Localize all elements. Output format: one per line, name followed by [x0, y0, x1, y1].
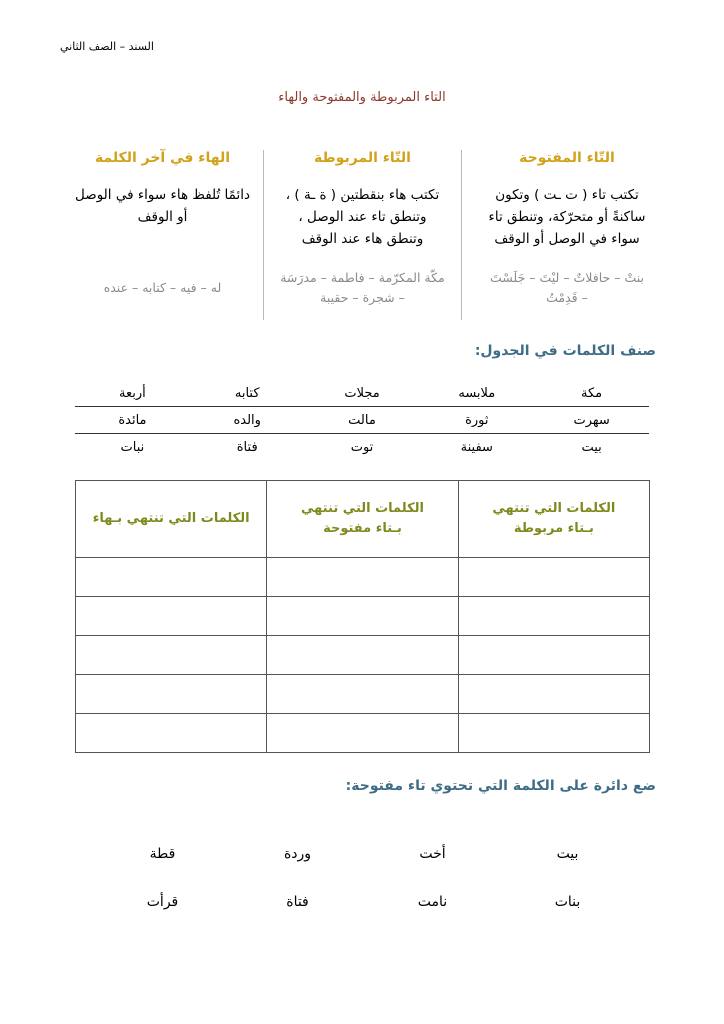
- word-cell: مائدة: [75, 407, 190, 434]
- haa-rule: [60, 184, 265, 228]
- table-row: [95, 878, 635, 926]
- classify-instruction: صنف الكلمات في الجدول:: [474, 343, 656, 359]
- open-taa-column: [462, 150, 672, 250]
- answer-cell[interactable]: [267, 675, 458, 714]
- circle-word[interactable]: أخت: [419, 846, 446, 862]
- word-cell: فتاة: [236, 439, 258, 455]
- word-cell: ملابسه: [419, 380, 534, 407]
- open-taa-heading: التّاء المفتوحة: [519, 150, 615, 166]
- word-cell: ثورة: [419, 407, 534, 434]
- example-line: – قَدِمْتُ: [546, 290, 588, 305]
- header-line: بـتاء مربوطة: [513, 521, 594, 536]
- answer-cell[interactable]: [267, 636, 458, 675]
- circle-word[interactable]: بيت: [556, 846, 579, 862]
- word-cell: بيت: [581, 439, 602, 455]
- answer-cell[interactable]: [267, 714, 458, 753]
- word-cell: مكة: [534, 380, 649, 407]
- answer-cell[interactable]: [458, 636, 649, 675]
- word-cell: كتابه: [190, 380, 305, 407]
- example-line: – شجرة – حقيبة: [320, 290, 405, 305]
- circle-word[interactable]: قرأت: [146, 894, 179, 910]
- circle-word[interactable]: وردة: [283, 846, 312, 862]
- open-taa-rule-line: سواء في الوصل أو الوقف: [494, 231, 640, 247]
- header-line: الكلمات التي تنتهي: [301, 501, 424, 516]
- answer-cell[interactable]: [76, 558, 267, 597]
- table-row: [76, 636, 650, 675]
- word-bank-table: [75, 380, 649, 460]
- table-row: [75, 434, 649, 461]
- word-cell: مالت: [305, 407, 420, 434]
- tied-taa-heading: التّاء المربوطة: [314, 150, 411, 166]
- answer-cell[interactable]: [458, 597, 649, 636]
- open-taa-rule-line: تكتب تاء ( ت ـت ) وتكون: [495, 187, 639, 203]
- table-row: [76, 597, 650, 636]
- answer-cell[interactable]: [267, 558, 458, 597]
- word-cell: سهرت: [534, 407, 649, 434]
- tied-taa-rule-line: وتنطق هاء عند الوقف: [301, 231, 424, 247]
- page-title: التاء المربوطة والمفتوحة والهاء: [278, 90, 446, 105]
- answer-cell[interactable]: [458, 675, 649, 714]
- table-row: [76, 675, 650, 714]
- haa-column: [60, 150, 265, 228]
- open-taa-rule-line: ساكنةً أو متحرّكة، وتنطق تاء: [488, 209, 646, 225]
- open-taa-examples: [462, 268, 672, 308]
- answer-cell[interactable]: [76, 636, 267, 675]
- open-taa-rule: [462, 184, 672, 250]
- word-cell: توت: [350, 439, 374, 455]
- haa-heading: الهاء في آخر الكلمة: [94, 150, 231, 166]
- haa-column-header: [76, 481, 267, 558]
- circle-word[interactable]: فتاة: [286, 894, 309, 910]
- answer-cell[interactable]: [76, 675, 267, 714]
- tied-taa-rule-line: تكتب هاء بنقطتين ( ة ـة ) ،: [285, 187, 440, 203]
- column-divider: [461, 150, 462, 320]
- word-cell: مجلات: [305, 380, 420, 407]
- header-line: الكلمات التي تنتهي: [492, 501, 616, 516]
- tied-taa-column-header: [458, 481, 649, 558]
- circle-word[interactable]: نامت: [417, 894, 448, 910]
- header-line: الكلمات التي تنتهي بـهاء: [92, 511, 250, 526]
- tied-taa-examples: [265, 268, 460, 308]
- example-line: له – فيه – كتابه – عنده: [103, 280, 222, 295]
- answer-cell[interactable]: [458, 558, 649, 597]
- table-row: [75, 380, 649, 407]
- example-line: بنتْ – حافلاتٌ – ليْتَ – جَلَسْتَ: [490, 270, 644, 285]
- example-line: مكّة المكرّمة – فاطمة – مدرَسَة: [280, 270, 445, 285]
- page-header: السند – الصف الثاني: [60, 40, 154, 53]
- haa-examples: [60, 278, 265, 298]
- open-taa-column-header: [267, 481, 458, 558]
- answer-cell[interactable]: [458, 714, 649, 753]
- circle-words-grid: [95, 830, 635, 926]
- tied-taa-column: [265, 150, 460, 250]
- word-cell: نبات: [120, 439, 145, 455]
- classification-table: [75, 480, 650, 753]
- table-row: [95, 830, 635, 878]
- circle-word[interactable]: قطة: [149, 846, 176, 862]
- table-row: [75, 407, 649, 434]
- table-row: [76, 714, 650, 753]
- word-cell: والده: [190, 407, 305, 434]
- table-header-row: [76, 481, 650, 558]
- answer-cell[interactable]: [76, 597, 267, 636]
- tied-taa-rule-line: وتنطق تاء عند الوصل ،: [298, 209, 427, 225]
- table-row: [76, 558, 650, 597]
- word-cell: سفينة: [460, 439, 493, 455]
- circle-instruction: ضع دائرة على الكلمة التي تحتوي تاء مفتوحة:: [345, 778, 656, 794]
- tied-taa-rule: [265, 184, 460, 250]
- haa-rule-line: دائمًا تُلفظ هاء سواء في الوصل: [75, 187, 250, 203]
- answer-cell[interactable]: [76, 714, 267, 753]
- circle-word[interactable]: بنات: [554, 894, 581, 910]
- answer-cell[interactable]: [267, 597, 458, 636]
- header-line: بـتاء مفتوحة: [323, 521, 402, 536]
- haa-rule-line: أو الوقف: [137, 209, 188, 225]
- word-cell: أربعة: [75, 380, 190, 407]
